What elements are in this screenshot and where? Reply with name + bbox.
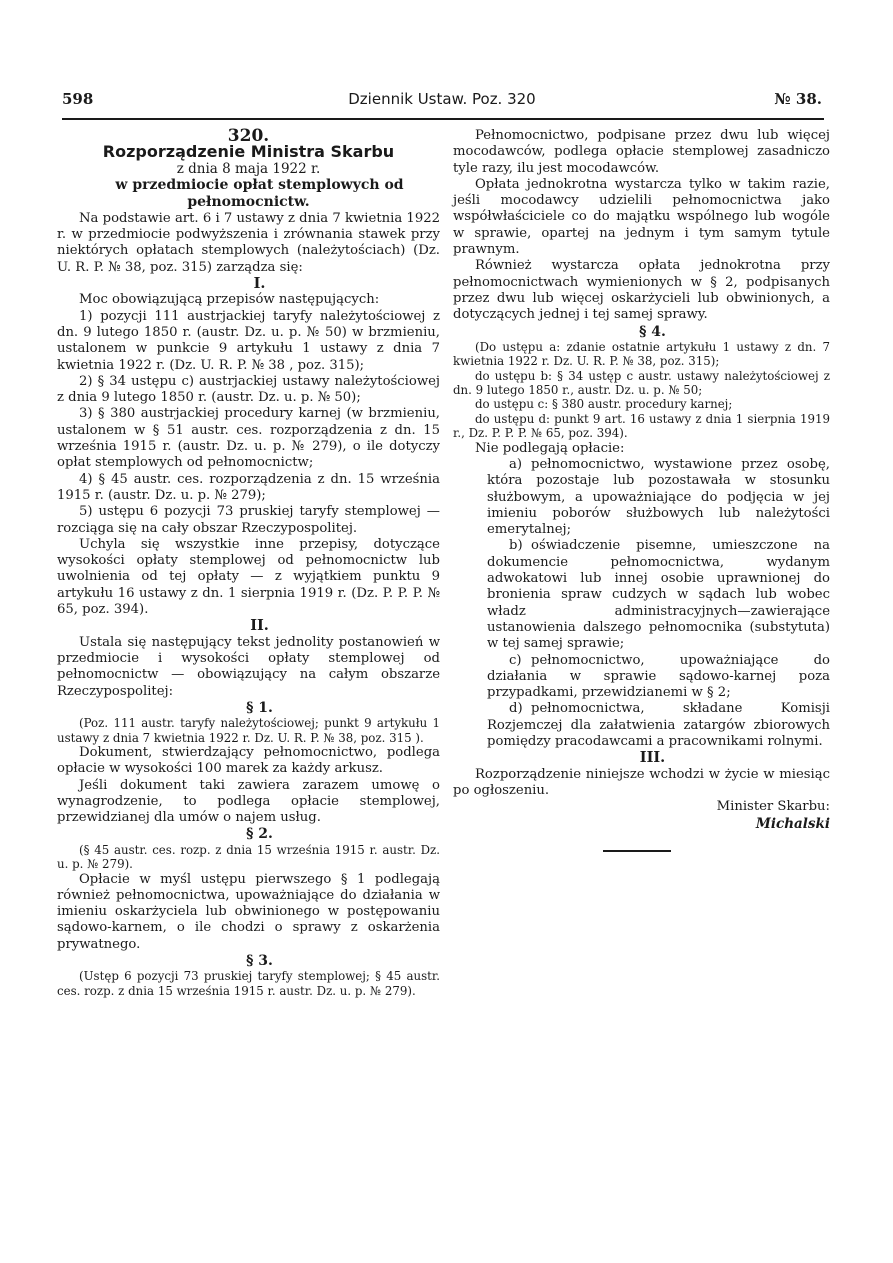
exemption-label: b) bbox=[509, 538, 523, 554]
part-1-item: 4) § 45 austr. ces. rozporządzenia z dn. 15 września 1915 r. (austr. Dz. u. p. № 279); bbox=[57, 471, 440, 503]
section-3-reference: (Ustęp 6 pozycji 73 pruskiej taryfy stemplowej; § 45 austr. ces. rozp. z dnia 15 września 1915 r. austr. Dz. u. p. № 279). bbox=[57, 969, 440, 998]
issue-number: № 38. bbox=[774, 90, 822, 108]
part-3-text: Rozporządzenie niniejsze wchodzi w życie w miesiąc po ogłoszeniu. bbox=[453, 766, 830, 798]
document-date: z dnia 8 maja 1922 r. bbox=[176, 160, 321, 177]
section-4-reference: do ustępu c: § 380 austr. procedury karnej; bbox=[475, 397, 733, 412]
left-column bbox=[57, 128, 440, 998]
header-rule bbox=[62, 118, 824, 120]
signatory-title: Minister Skarbu: bbox=[716, 799, 830, 815]
section-1-heading: § 1. bbox=[246, 699, 273, 716]
document-subject: w przedmiocie opłat stemplowych od pełnomocnictw. bbox=[115, 176, 404, 210]
exemption-item bbox=[453, 701, 830, 750]
exemption-text: oświadczenie pisemne, umieszczone na dokumencie pełnomocnictwa, wydanym adwokatowi lub innej osobie uprawnionej do bronienia spraw cudzych w sądach lub wobec władz administracyjnych—zawierające ustanowienia dalszego pełnomocnika (substytuta) w tej samej sprawie; bbox=[487, 538, 830, 652]
exemption-text: pełnomocnictwa, składane Komisji Rozjemczej dla załatwienia zatargów zbiorowych pomiędzy pracodawcami a pracownikami rolnymi. bbox=[487, 701, 830, 750]
section-2-paragraph: Opłacie w myśl ustępu pierwszego § 1 podlegają również pełnomocnictwa, upoważniające do działania w imieniu oskarżyciela lub obwinionego w postępowaniu sądowo-karnem, o ile chodzi o sprawy z oskarżenia prywatnego. bbox=[57, 871, 440, 952]
page-number: 598 bbox=[62, 90, 94, 108]
section-2-heading: § 2. bbox=[246, 826, 273, 843]
exemption-item bbox=[453, 653, 830, 702]
section-3-paragraph: Również wystarcza opłata jednokrotna przy pełnomocnictwach wymienionych w § 2, podpisanych przez dwu lub więcej oskarżycieli lub obwinionych, a dotyczących jednej i tej samej sprawy. bbox=[453, 258, 830, 323]
section-4-heading: § 4. bbox=[639, 323, 666, 340]
part-1-closing: Uchyla się wszystkie inne przepisy, dotyczące wysokości opłaty stemplowej od pełnomocnictw lub uwolnienia od tej opłaty — z wyjątkiem punktu 9 artykułu 16 ustawy z dn. 1 sierpnia 1919 r. (Dz. P. P. P. № 65, poz. 394). bbox=[57, 536, 440, 618]
signatory-name: Michalski bbox=[755, 815, 830, 832]
part-1-item: 2) § 34 ustępu c) austrjackiej ustawy należytościowej z dnia 9 lutego 1850 r. (austr. Dz. u. p. № 50); bbox=[57, 373, 440, 406]
part-1-item: 5) ustępu 6 pozycji 73 pruskiej taryfy stemplowej — rozciąga się na cały obszar Rzeczypospolitej. bbox=[57, 504, 440, 536]
part-1-heading: I. bbox=[253, 275, 266, 293]
page-header bbox=[62, 88, 822, 114]
section-4-reference: do ustępu d: punkt 9 art. 16 ustawy z dnia 1 sierpnia 1919 r., Dz. P. P. P. № 65, poz. 394). bbox=[453, 411, 830, 441]
exemption-text: pełnomocnictwo, wystawione przez osobę, która pozostaje lub pozostawała w stosunku służbowym, a upoważniające do podjęcia w jej imieniu poborów służbowych lub należytości emerytalnej; bbox=[487, 457, 830, 538]
exemption-label: d) bbox=[509, 701, 523, 717]
section-3-paragraph: Opłata jednokrotna wystarcza tylko w takim razie, jeśli mocodawcy udzielili pełnomocnictwa jako współwłaściciele co do majątku wspólnego lub wogóle w sprawie, opartej na jednym i tym samym tytule prawnym. bbox=[453, 176, 830, 258]
exemption-item bbox=[453, 538, 830, 652]
section-1-paragraph: Jeśli dokument taki zawiera zarazem umowę o wynagrodzenie, to podlega opłacie stemplowej, przewidzianej dla umów o najem usług. bbox=[57, 777, 440, 826]
section-4-lead: Nie podlegają opłacie: bbox=[475, 440, 625, 456]
part-3-heading: III. bbox=[639, 749, 666, 767]
part-2-heading: II. bbox=[250, 617, 269, 635]
section-1-paragraph: Dokument, stwierdzający pełnomocnictwo, podlega opłacie w wysokości 100 marek za każdy arkusz. bbox=[57, 744, 440, 777]
section-3-paragraph: Pełnomocnictwo, podpisane przez dwu lub więcej mocodawców, podlega opłacie stemplowej zasadniczo tyle razy, ilu jest mocodawców. bbox=[453, 128, 830, 176]
exemption-label: a) bbox=[509, 457, 523, 472]
section-4-reference: do ustępu b: § 34 ustęp c austr. ustawy należytościowej z dn. 9 lutego 1850 r., austr. Dz. u. p. № 50; bbox=[453, 368, 830, 398]
document-title: Rozporządzenie Ministra Skarbu bbox=[102, 142, 395, 162]
section-4-reference: (Do ustępu a: zdanie ostatnie artykułu 1 ustawy z dn. 7 kwietnia 1922 r. Dz. U. R. P. № 38, poz. 315); bbox=[453, 339, 830, 369]
part-2-lead: Ustala się następujący tekst jednolity postanowień w przedmiocie i wysokości opłaty stemplowej od pełnomocnictw — obowiązujący na całym obszarze Rzeczypospolitej: bbox=[57, 634, 440, 699]
section-2-reference: (§ 45 austr. ces. rozp. z dnia 15 września 1915 r. austr. Dz. u. p. № 279). bbox=[57, 842, 440, 872]
section-1-reference: (Poz. 111 austr. taryfy należytościowej; punkt 9 artykułu 1 ustawy z dnia 7 kwietnia 1922 r. Dz. U. R. P. № 38, poz. 315 ). bbox=[57, 716, 440, 745]
section-3-heading: § 3. bbox=[246, 952, 273, 969]
closing-rule bbox=[603, 850, 671, 852]
part-1-item: 3) § 380 austrjackiej procedury karnej (w brzmieniu, ustalonem w § 51 austr. ces. rozporządzenia z dn. 15 września 1915 r. (austr. Dz. u. p. № 279), o ile dotyczy opłat stemplowych od pełnomocnictw; bbox=[57, 406, 440, 471]
document-number: 320. bbox=[227, 126, 270, 146]
exemption-text: pełnomocnictwo, upoważniające do działania w sprawie sądowo-karnej poza przypadkami, przewidzianemi w § 2; bbox=[487, 652, 830, 701]
part-1-lead: Moc obowiązującą przepisów następujących: bbox=[79, 292, 380, 308]
exemption-item bbox=[453, 457, 830, 538]
part-1-item: 1) pozycji 111 austrjackiej taryfy należytościowej z dn. 9 lutego 1850 r. (austr. Dz. u. p. № 50) w brzmieniu, ustalonem w punkcie 9 artykułu 1 ustawy z dnia 7 kwietnia 1922 r. (Dz. U. R. P. № 38 , poz. 315); bbox=[57, 308, 440, 373]
exemption-label: c) bbox=[509, 652, 522, 668]
right-column bbox=[453, 128, 830, 852]
journal-title: Dziennik Ustaw. Poz. 320 bbox=[348, 90, 536, 108]
preamble: Na podstawie art. 6 i 7 ustawy z dnia 7 kwietnia 1922 r. w przedmiocie podwyższenia i zrównania stawek przy niektórych opłatach stemplowych (należytościach) (Dz. U. R. P. № 38, poz. 315) zarządza się: bbox=[57, 210, 440, 275]
